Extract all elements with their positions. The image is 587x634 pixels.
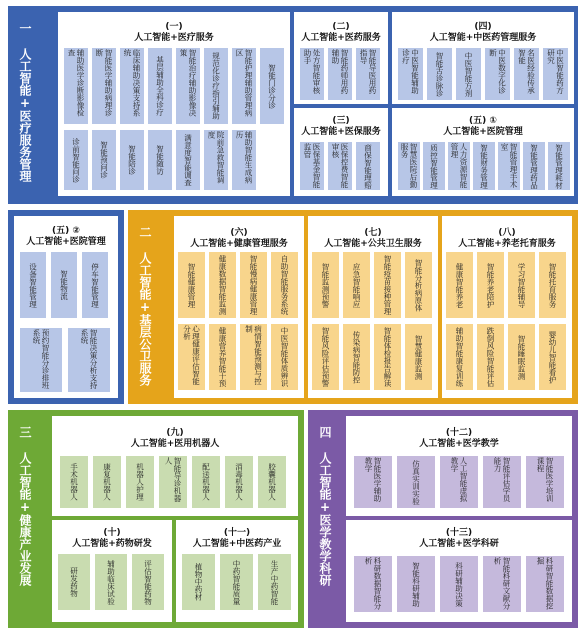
item-label: 健康智能养老 [455,262,464,308]
item-box [60,456,88,508]
item-label: 智能决策分析支持系统 [80,329,98,389]
item-label: 智能舌诊脉诊 [435,51,444,97]
item-label: 中药智能质量 [232,559,241,605]
item-box [120,130,144,190]
item-label: 生产中药智能 [270,559,279,605]
item-box [477,324,504,390]
item-label: 胶囊机器人 [267,463,277,501]
section-1-label: 一 人工智能+医疗服务管理 [18,22,32,182]
item-box [356,48,380,100]
item-label: 智能药师用药辅助 [331,49,349,94]
item-label: 智能疫苗接种管理 [383,255,392,315]
item-box [398,142,420,190]
item-box [473,142,495,190]
panel-ai-medical-service [58,12,290,196]
item-box [225,456,253,508]
item-label: 应急智能响应 [352,262,361,308]
p14-items [354,556,572,616]
panel-title: 人工智能+养老托育服务 [458,239,556,249]
item-box [398,48,423,100]
item-label: 智能导诊机器人 [164,457,182,502]
panel-ai-insurance-service [294,108,388,196]
item-label: 心理健康评估智能分析 [182,325,201,385]
item-label: 评估智能药物 [143,559,153,605]
item-label: 智能评估学员能力 [493,457,511,502]
item-box [526,556,564,612]
item-label: 智能医学辅助教学 [364,457,382,502]
item-label: 智能健康管理 [187,262,196,308]
p7r2-items [178,324,304,394]
item-label: 预约智能分诊排班系统 [32,329,50,389]
item-label: 智能体检报告解读 [383,327,392,387]
item-box [405,252,432,318]
item-label: 智能托育服务 [548,262,557,308]
item-box [82,252,108,318]
panel-title: 人工智能+药物研发 [72,539,152,549]
panel-title: 人工智能+医用机器人 [130,439,220,449]
item-label: 智能慢病健康管理 [249,255,258,315]
item-label: 智能科研文献分析 [493,557,511,610]
panel-number: (八) [498,228,516,238]
item-label: 智能医学辅助病理诊断 [95,49,113,117]
item-label: 智能护理辅助管理病区 [235,49,253,117]
item-box [448,142,470,190]
item-label: 停车智能管理 [90,262,100,308]
item-box [456,48,481,100]
item-label: 植物中药材 [194,563,203,601]
item-label: 商保智能理赔 [363,143,373,189]
item-box [132,554,164,610]
item-box [514,48,539,100]
item-box [240,324,267,390]
item-label: 满意度智能调查 [183,133,193,187]
panel-ai-hospital-management-1 [392,108,574,196]
item-box [477,252,504,318]
item-box [120,48,144,124]
item-box [427,48,452,100]
item-label: 智能治疗辅助影像决策 [179,49,197,117]
item-label: 质控智能管理 [429,143,439,189]
panel-title: 人工智能+医药服务 [301,33,381,43]
p8r2-items [312,324,438,394]
item-box [64,130,88,190]
panel-title: 人工智能+中医药产业 [192,539,282,549]
section-2-primary-public-health [128,210,578,404]
item-label: 自助智能服务系统 [280,255,289,315]
item-box [543,48,568,100]
item-box [92,130,116,190]
panel-number: (三) [332,116,350,126]
item-box [343,324,370,390]
item-label: 配送机器人 [201,463,211,501]
panel-ai-hospital-management-2 [14,216,118,398]
section-1-medical-service-management [8,6,578,204]
item-label: 健康营养智能干预 [218,327,227,387]
item-label: 学习智能辅导 [517,262,526,308]
item-label: 智慧健康监测 [414,334,423,380]
item-box [148,130,172,190]
item-label: 机器人护理 [135,463,145,501]
item-box [209,252,236,318]
p11-items [58,554,172,614]
item-label: 设备智能管理 [28,262,38,308]
panel-ai-public-health [308,216,438,398]
p13-items [354,456,572,512]
item-label: 辅助临床试验 [106,559,116,605]
item-box [159,456,187,508]
panel-ai-health-management [174,216,304,398]
item-box [178,324,205,390]
item-box [178,252,205,318]
panel-title: 人工智能+医学教学 [419,439,499,449]
item-label: 中医智能辅助诊疗 [401,49,420,94]
item-box [51,252,77,318]
item-box [271,324,298,390]
item-label: 科研辅助决策 [454,561,464,607]
p8r1-items [312,252,438,322]
item-box [192,456,220,508]
item-label: 康复机器人 [102,463,112,501]
panel-number: (十二) [445,428,473,438]
item-label: 人工智能虚拟教学 [450,457,468,502]
item-label: 智慧医院后勤服务 [400,143,418,188]
item-box [148,48,172,124]
panel-title: 人工智能+医疗服务 [134,33,214,43]
item-box [483,456,521,508]
item-label: 健康数据智能监测 [218,255,227,315]
item-box [446,252,473,318]
item-label: 智能医学培训课程 [536,457,554,502]
item-label: 规范化诊疗指引辅助 [211,52,221,120]
item-label: 名医经验传承智能 [517,49,536,94]
p6r2-items [20,328,118,396]
item-box [498,142,520,190]
item-box [204,48,228,124]
item-box [58,554,90,610]
item-label: 智能分析病原体 [414,258,423,312]
item-label: 传染病智能防控 [352,330,361,384]
item-box [446,324,473,390]
item-label: 智能随访 [155,145,165,175]
item-label: 智能管理手术室 [500,143,518,188]
section-2-label: 二 人工智能+基层公卫服务 [138,226,152,386]
item-label: 仿真实训实验 [411,459,421,505]
item-box [328,48,352,100]
item-box [356,142,380,190]
p10-items [60,456,298,512]
item-box [204,130,228,190]
panel-title: 人工智能+中医药管理服务 [429,33,537,43]
panel-number: (七) [364,228,382,238]
item-label: 智能物流 [59,270,69,300]
item-label: 病情智能预测与控制 [244,325,263,385]
p3-items [300,142,388,194]
p2-items [300,48,388,104]
item-box [328,142,352,190]
item-label: 智能财务管理 [479,143,489,189]
p1r1-items [64,48,290,128]
item-label: 智能陪诊 [127,145,137,175]
item-label: 中医智能药方研究 [546,49,565,94]
item-box [397,456,435,508]
item-box [312,324,339,390]
item-label: 智能预问诊 [99,141,109,179]
section-4-education-research [308,410,578,628]
item-box [374,324,401,390]
item-box [312,252,339,318]
item-box [300,48,324,100]
item-box [397,556,435,612]
item-box [209,324,236,390]
item-box [508,252,535,318]
item-box [539,324,566,390]
item-box [440,456,478,508]
item-box [548,142,570,190]
item-box [232,130,256,190]
panel-number: (十三) [445,528,473,538]
panel-ai-tcm-management [392,12,574,104]
item-box [483,556,521,612]
panel-ai-drug-rd [52,520,172,622]
item-box [92,48,116,124]
item-label: 处方智能审核助手 [303,49,321,94]
panel-title: 人工智能+医院管理 [443,127,523,137]
item-label: 智能导医用药指导 [359,49,377,94]
panel-ai-tcm-industry [176,520,298,622]
item-label: 科研数据智能分析 [364,557,382,610]
item-box [440,556,478,612]
item-box [220,554,253,610]
item-box [95,554,127,610]
item-box [176,130,200,190]
p12-items [182,554,298,614]
item-label: 辅助医学诊断影像检查 [67,49,85,117]
item-box [126,456,154,508]
panel-ai-medical-robot [52,416,298,516]
item-box [271,252,298,318]
item-label: 智能睡眠监测 [517,334,526,380]
section-4-label: 四 人工智能+医学教学科研 [318,426,332,586]
panel-number: (五) ① [469,116,497,126]
item-label: 临床辅助决策支持系统 [123,49,141,117]
item-box [508,324,535,390]
panel-number: (十) [103,528,121,538]
item-box [232,48,256,124]
item-label: 手术机器人 [69,463,79,501]
item-label: 基层辅助全科诊疗 [155,56,165,116]
item-box [300,142,324,190]
item-label: 智能风险评估预警 [321,327,330,387]
item-box [20,328,62,392]
panel-ai-medical-teaching [346,416,572,516]
panel-title: 人工智能+公共卫生服务 [324,239,422,249]
item-box [260,48,284,124]
item-label: 辅助智能生成病历 [235,131,253,184]
item-label: 人力资源智能管理 [450,143,468,188]
item-box [539,252,566,318]
item-label: 医保基金智能监管 [303,143,321,188]
item-box [68,328,110,392]
panel-title: 人工智能+医学科研 [419,539,499,549]
item-label: 智能管理药品 [529,143,539,189]
panel-title: 人工智能+医保服务 [301,127,381,137]
p9r1-items [446,252,572,322]
section-3-health-industry [8,410,304,628]
item-box [20,252,46,318]
item-box [526,456,564,508]
panel-number: (四) [474,22,492,32]
item-label: 智能养老陪护 [486,262,495,308]
item-box [423,142,445,190]
item-label: 智能科研辅助 [411,561,421,607]
item-box [354,556,392,612]
item-box [485,48,510,100]
item-label: 中医智能方剂 [464,51,473,97]
item-box [93,456,121,508]
p4-items [398,48,574,104]
item-label: 医保控费智能审核 [331,143,349,188]
panel-title: 人工智能+医院管理 [26,237,106,247]
panel-ai-medical-research [346,520,572,622]
section-3-label: 三 人工智能+健康产业发展 [18,426,32,586]
p6r1-items [20,252,118,322]
item-box [64,48,88,124]
panel-title: 人工智能+健康管理服务 [190,239,288,249]
panel-ai-pharma-service [294,12,388,104]
item-box [240,252,267,318]
p5-items [398,142,574,194]
item-box [354,456,392,508]
panel-number: (二) [332,22,350,32]
item-box [258,554,291,610]
item-box [182,554,215,610]
item-box [343,252,370,318]
item-label: 辅助智能康复训练 [455,327,464,387]
panel-ai-elderly-childcare [442,216,572,398]
panel-number: (五) ② [52,226,80,236]
panel-number: (一) [165,22,183,32]
p1r2-items [64,130,290,194]
item-label: 院前急救智能调度 [207,131,225,184]
item-box [523,142,545,190]
section-1-extension [8,210,124,404]
item-label: 智能门诊分诊 [267,63,277,109]
item-label: 消毒机器人 [234,463,244,501]
panel-number: (十一) [223,528,251,538]
item-label: 科研智能数据挖掘 [536,557,554,610]
panel-number: (六) [230,228,248,238]
p7r1-items [178,252,304,322]
item-box [258,456,286,508]
panel-number: (九) [166,428,184,438]
item-label: 跌倒风险智能评估 [486,327,495,387]
item-box [405,324,432,390]
item-label: 中医智能体质辨识 [280,327,289,387]
item-label: 中医数字化诊断 [488,49,507,94]
item-label: 婴幼儿智能看护 [548,330,557,384]
item-box [374,252,401,318]
item-label: 研发药物 [69,567,79,597]
item-label: 智能管理耗材 [554,143,564,189]
item-label: 诊前智能问诊 [71,137,81,183]
item-label: 智能监测预警 [321,262,330,308]
p9r2-items [446,324,572,394]
item-box [176,48,200,124]
